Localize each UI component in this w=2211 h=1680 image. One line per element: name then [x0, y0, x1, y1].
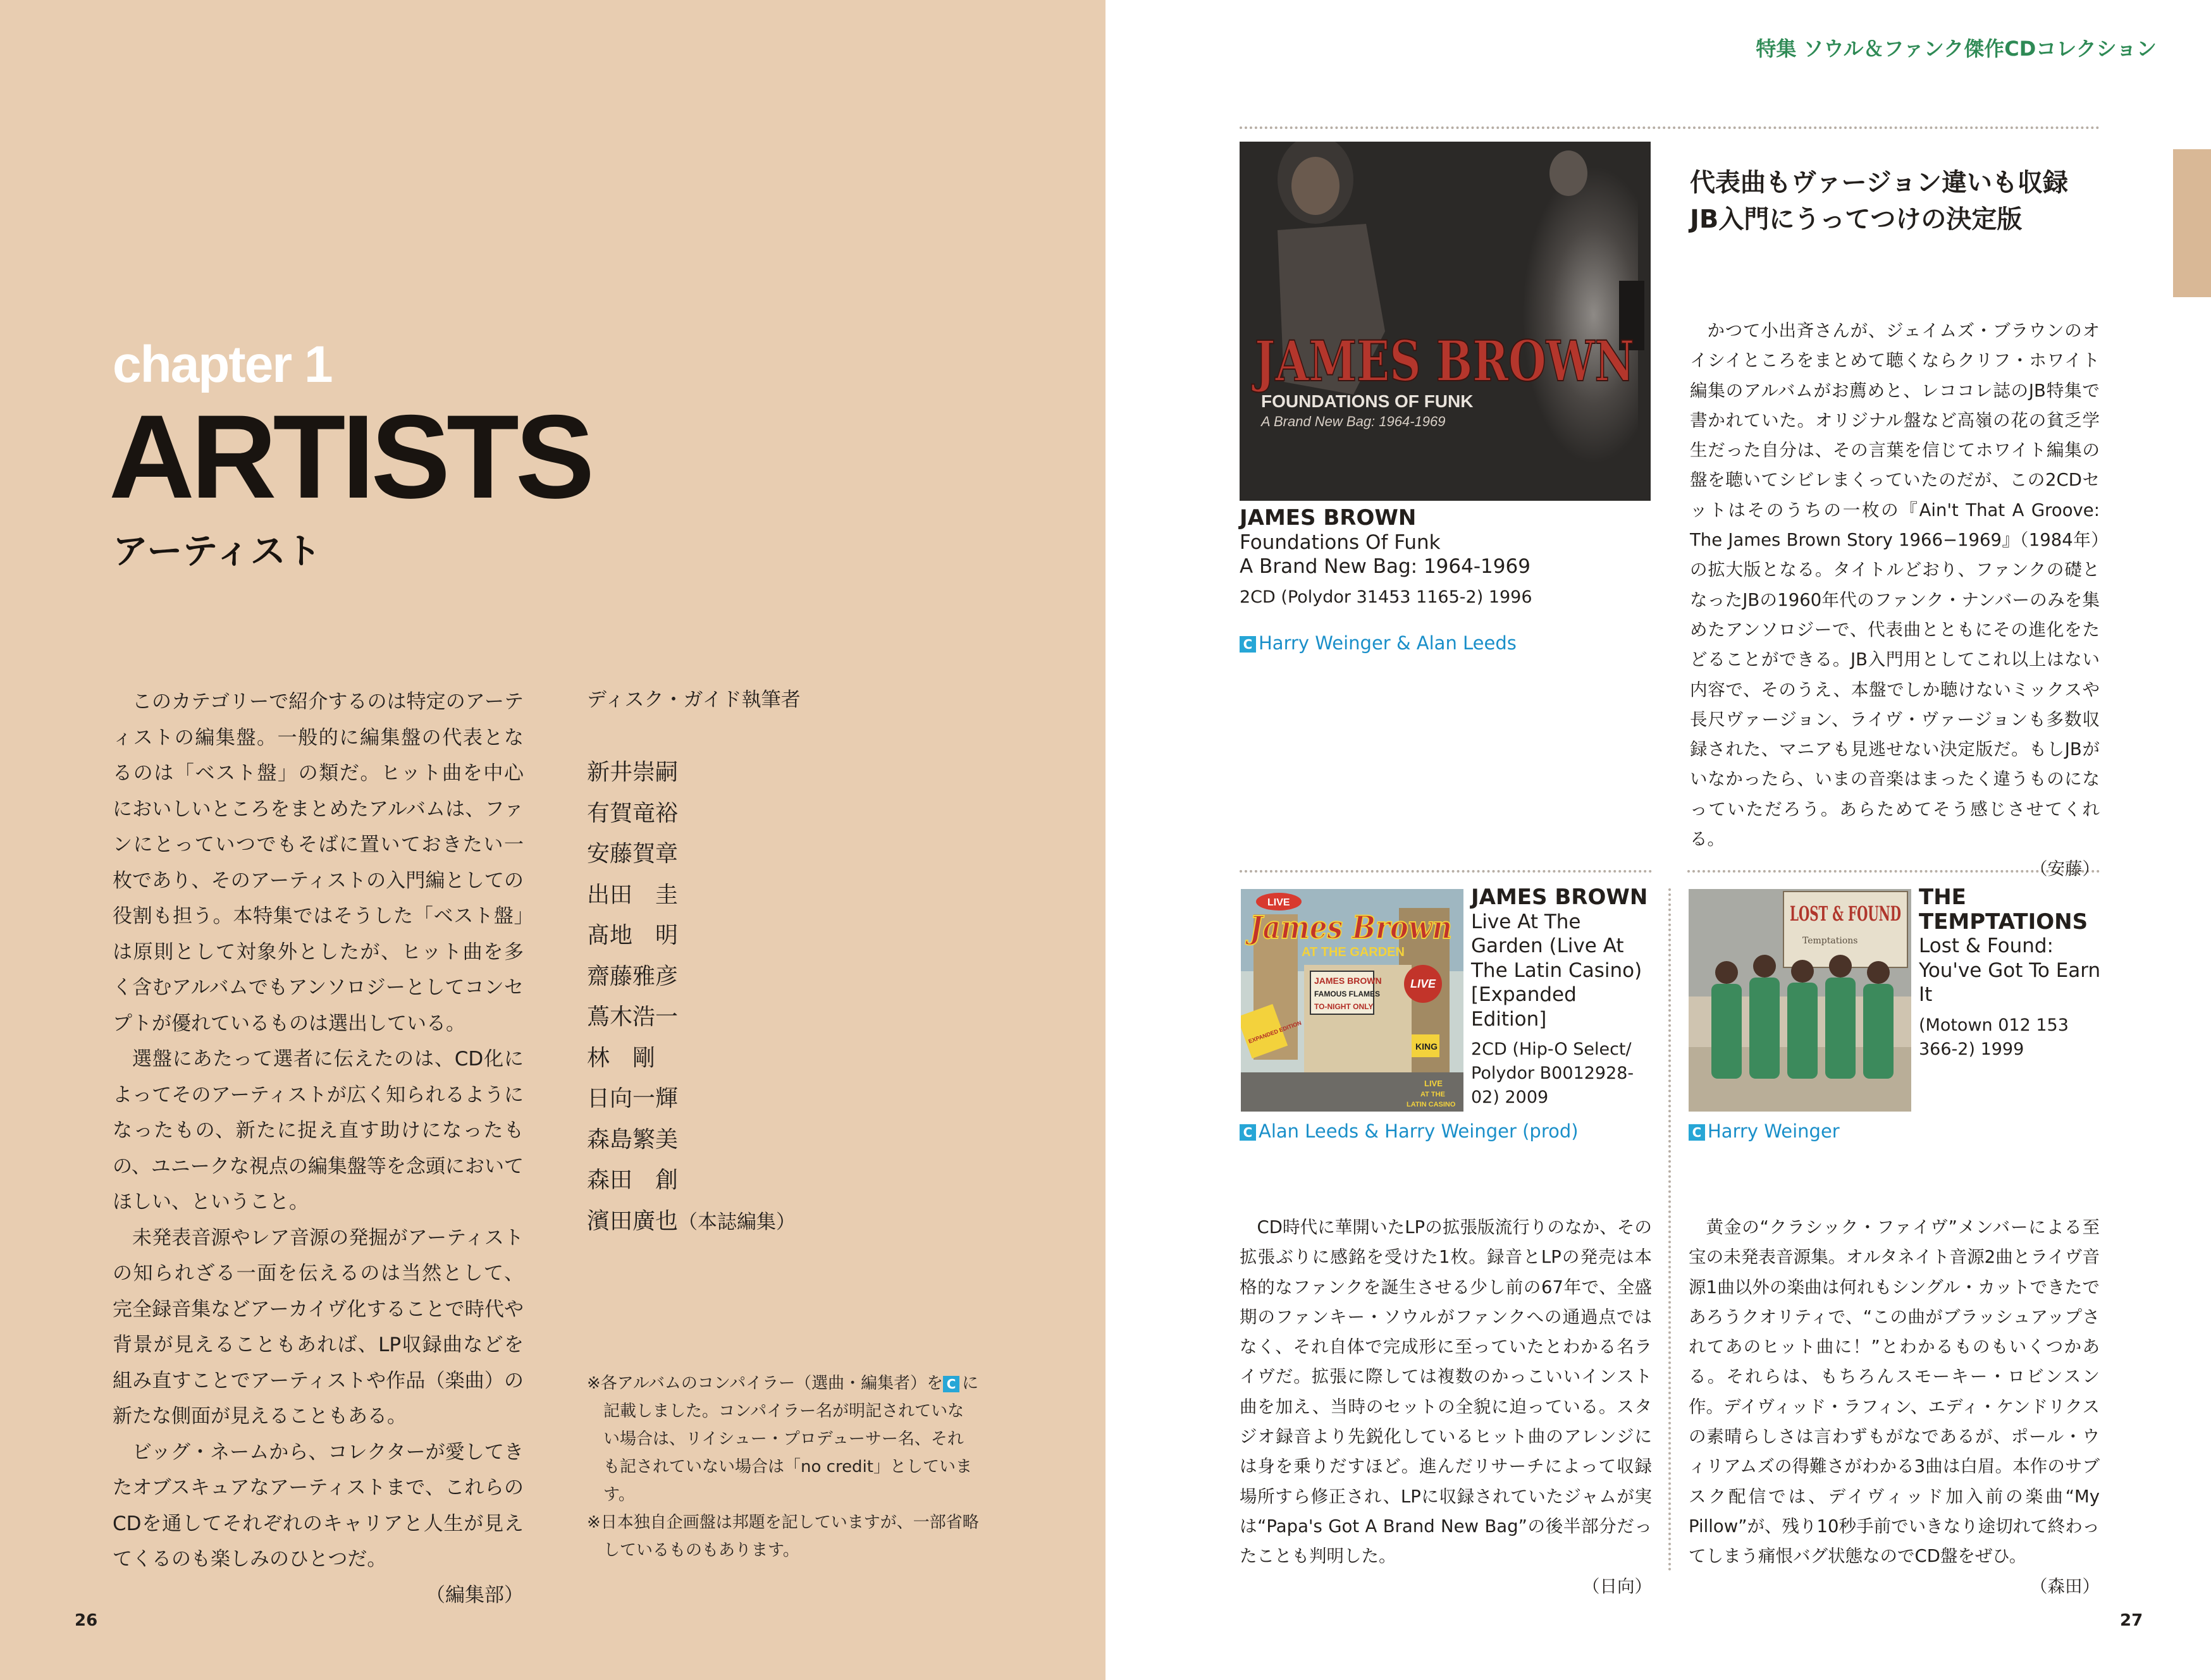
cover-title-text: FOUNDATIONS OF FUNK — [1261, 391, 1474, 411]
album3-review: 黄金の“クラシック・ファイヴ”メンバーによる至宝の未発表音源集。オルタネイト音源2曲とライヴ音源1曲以外の楽曲は何れもシングル・カットできたであろうクオリティで、“この曲がブラッシュアップされてあのヒット曲に！”とわかるものもいくつかある。それらは、もちろんスモーキー・ロビンスン作。デイヴィッド・ラフィン、エディ・ケンドリクスの素晴らしさは言わずもがなであるが、ポール・ウィリアムズの得難さがわかる3曲は白眉。本作のサブスク配信では、デイヴィッド加入前の楽曲“My Pillow”が、残り10秒手前でいきなり途切れて終わってしまう痛恨バグ状態なのでCD盤をぜひ。 （森田） — [1689, 1213, 2100, 1602]
album3-caption — [1919, 885, 2102, 1062]
album1-title: Foundations Of Funk — [1240, 530, 1441, 554]
cover-bottom-1: LIVE — [1424, 1079, 1443, 1088]
page-number-left: 26 — [75, 1611, 98, 1630]
album1-credit: C Harry Weinger & Alan Leeds — [1240, 632, 1517, 654]
section-title: ARTISTS — [109, 390, 591, 523]
footnotes — [587, 1370, 979, 1564]
album1-headline: 代表曲もヴァージョン違いも収録 JB入門にうってつけの決定版 — [1690, 168, 2068, 234]
author-name: 髙地 明 — [587, 923, 679, 948]
author-name: 森田 創 — [587, 1167, 679, 1193]
compiler-c-icon: C — [1240, 1124, 1256, 1141]
author-name: 出田 圭 — [587, 881, 679, 908]
author-name: 日向一輝 — [587, 1086, 679, 1112]
author-note: （本誌編集） — [678, 1210, 796, 1234]
album2-review-sign: （日向） — [1582, 1576, 1652, 1597]
intro-paragraph: 未発表音源やレア音源の発掘がアーティストの知られざる一面を伝えるのは当然として、完全録音集などアーカイヴ化することで時代や背景が見えることもあれば、LP収録曲などを組み直すことでアーティストや作品（楽曲）の新たな側面が見えることもある。 — [113, 1226, 524, 1428]
page-number-right: 27 — [2120, 1611, 2143, 1630]
album2-meta: 2CD (Hip-O Select/ Polydor B0012928-02) 2009 — [1471, 1039, 1634, 1107]
intro-text — [113, 684, 524, 1613]
author-name: 蔦木浩一 — [587, 1004, 679, 1030]
intro-paragraph: このカテゴリーで紹介するのは特定のアーティストの編集盤。一般的に編集盤の代表となるのは「ベスト盤」の類だ。ヒット曲を中心においしいところをまとめたアルバムは、ファンにとっていつでもそばに置いておきたい一枚であり、そのアーティストの入門編としての役割も担う。本特集ではそうした「ベスト盤」は原則として対象外としたが、ヒット曲を多く含むアルバムでもアンソロジーとしてコンセプトが優れているものは選出している。 — [113, 690, 524, 1035]
footnote-compiler: ※各アルバムのコンパイラー（選曲・編集者）を C に記載しました。コンパイラー名が明記されていない場合は、リイシュー・プロデューサー名、それも記されていない場合は「no credit」としています。 — [587, 1374, 979, 1504]
album-cover-foundations-of-funk — [1240, 142, 1651, 501]
cover-king-label: KING — [1415, 1041, 1438, 1052]
column-divider — [1668, 888, 1671, 1571]
album1-review-sign: （安藤） — [2030, 859, 2100, 880]
compiler-c-icon: C — [943, 1376, 959, 1392]
album3-meta: (Motown 012 153 366-2) 1999 — [1919, 1015, 2069, 1059]
author-name: 有賀竜裕 — [587, 800, 679, 826]
album2-review: CD時代に華開いたLPの拡張版流行りのなか、その拡張ぶりに感銘を受けた1枚。録音とLPの発売は本格的なファンクを誕生させる少し前の67年で、全盛期のファンキー・ソウルがファンクへの通過点ではなく、それ自体で完成形に至っていたとわかる名ライヴだ。拡張に際しては複数のかっこいいインスト曲を加え、当時のセットの全貌に迫っている。スタジオ録音より先鋭化しているヒット曲のアレンジには身を乗りだすほど。進んだリサーチによって収録場所すら修正され、LPに収録されていたジャムが実は“Papa's Got A Brand New Bag”の後半部分だったことも判明した。 （日向） — [1240, 1213, 1652, 1602]
intro-paragraph: 選盤にあたって選者に伝えたのは、CD化によってそのアーティストが広く知られるようになったもの、新たに捉え直す助けになったもの、ユニークな視点の編集盤等を念頭においてほしい、ということ。 — [113, 1048, 524, 1213]
album2-title: Live At The Garden (Live At The Latin Casino) [Expanded Edition] — [1471, 910, 1642, 1031]
cover-live-text: LIVE — [1267, 897, 1290, 908]
compiler-c-icon: C — [1689, 1124, 1705, 1141]
cover-garden-text: AT THE GARDEN — [1302, 945, 1405, 959]
divider-mid-left — [1240, 870, 1652, 873]
cover-artist-script: James Brown — [1245, 909, 1452, 946]
author-name: 安藤賀章 — [587, 841, 679, 867]
album1-meta: 2CD (Polydor 31453 1165-2) 1996 — [1240, 587, 1532, 607]
authors-list — [587, 684, 801, 1242]
album3-title: Lost & Found: You've Got To Earn It — [1919, 935, 2101, 1006]
footnote-japan: ※日本独自企画盤は邦題を記していますが、一部省略しているものもあります。 — [587, 1513, 979, 1560]
author-name: 新井崇嗣 — [587, 759, 679, 785]
album3-review-sign: （森田） — [2030, 1576, 2100, 1597]
author-name-editor — [587, 1201, 801, 1243]
cover-bottom-2: AT THE — [1420, 1091, 1445, 1098]
cover-subtitle-text: A Brand New Bag: 1964-1969 — [1261, 414, 1446, 429]
album1-artist: JAMES BROWN — [1240, 505, 1417, 530]
cover-sign-1: JAMES BROWN — [1314, 976, 1382, 986]
cover-bottom-3: LATIN CASINO — [1407, 1101, 1456, 1108]
album1-caption — [1240, 506, 1657, 610]
chapter-label: chapter 1 — [113, 336, 332, 393]
cover-artist-text: JAMES BROWN — [1251, 328, 1634, 394]
album2-credit: C Alan Leeds & Harry Weinger (prod) — [1240, 1120, 1579, 1142]
compiler-c-icon: C — [1240, 636, 1256, 653]
album2-caption — [1471, 885, 1654, 1110]
intro-paragraph: ビッグ・ネームから、コレクターが愛してきたオブスキュアなアーティストまで、これらのCDを通してそれぞれのキャリアと人生が見えてくるのも楽しみのひとつだ。 — [113, 1440, 524, 1571]
author-name: 林 剛 — [587, 1045, 656, 1071]
author-name: 齋藤雅彦 — [587, 963, 679, 990]
cover-lost-found-text: LOST & FOUND — [1790, 902, 1901, 926]
cover-sign-2: FAMOUS FLAMES — [1314, 990, 1380, 998]
album1-review: かつて小出斉さんが、ジェイムズ・ブラウンのオイシイところをまとめて聴くならクリフ・ホワイト編集のアルバムがお薦めと、レココレ誌のJB特集で書かれていた。オリジナル盤など高嶺の花の貧乏学生だった自分は、その言葉を信じてホワイト編集の盤を聴いてシビレまくっていたのだが、この2CDセットはそのうちの一枚の『Ain't That A Groove: The James Brown Story 1966−1969』（1984年）の拡大版となる。タイトルどおり、ファンクの礎となったJBの1960年代のファンク・ナンバーのみを集めたアンソロジーで、代表曲とともにその進化をたどることができる。JB入門用としてこれ以上はない内容で、そのうえ、本盤でしか聴けないミックスや長尺ヴァージョン、ライヴ・ヴァージョンも多数収録された、マニアも見逃せない決定版だ。もしJBがいなかったら、いまの音楽はまったく違うものになっていただろう。あらためてそう感じさせてくれる。 （安藤） — [1690, 316, 2100, 885]
album1-title-2: A Brand New Bag: 1964-1969 — [1240, 555, 1530, 578]
author-name: 濱田廣也 — [587, 1208, 679, 1234]
running-header: 特集 ソウル＆ファンク傑作CDコレクション — [1756, 37, 2157, 61]
intro-signature: （編集部） — [426, 1583, 524, 1607]
cover-expanded-badge: EXPANDED EDITION — [1247, 1019, 1303, 1045]
section-tab — [2173, 149, 2211, 297]
album-cover-live-at-the-garden — [1241, 889, 1463, 1112]
divider-top — [1240, 126, 2100, 129]
cover-sign-3: TO-NIGHT ONLY — [1314, 1002, 1374, 1011]
cover-small-text: Temptations — [1802, 936, 1858, 946]
album2-artist: JAMES BROWN — [1471, 885, 1648, 910]
section-subtitle: アーティスト — [113, 531, 321, 572]
album-cover-lost-and-found — [1689, 889, 1911, 1112]
author-name: 森島繁美 — [587, 1126, 679, 1153]
album3-credit: C Harry Weinger — [1689, 1120, 1840, 1142]
authors-heading: ディスク・ガイド執筆者 — [587, 689, 801, 711]
album3-artist: THE TEMPTATIONS — [1919, 885, 2088, 935]
cover-live-badge: LIVE — [1410, 978, 1436, 990]
